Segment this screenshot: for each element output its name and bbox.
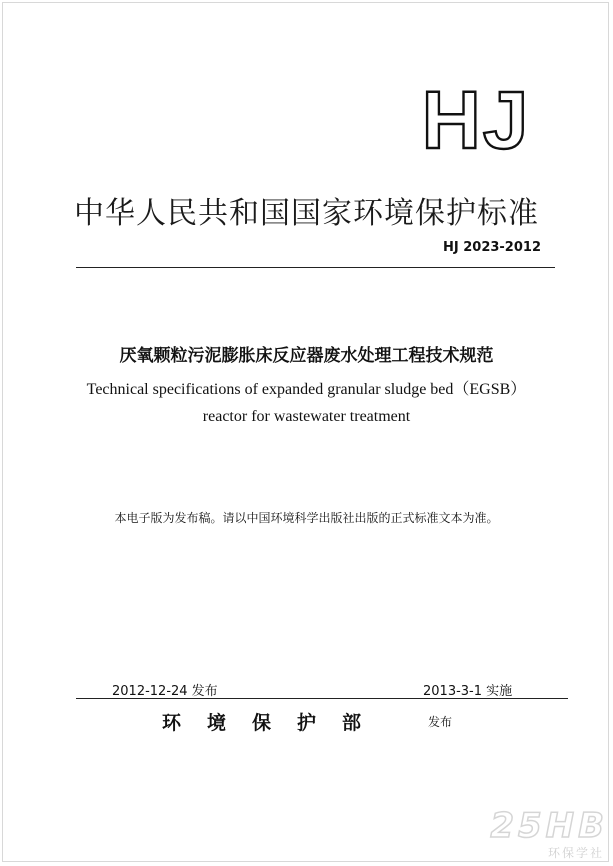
watermark [436, 806, 608, 862]
ministry-publish-label: 发布 [428, 715, 453, 729]
org-title: 中华人民共和国国家环境保护标准 [74, 196, 539, 231]
standard-title-cn: 厌氧颗粒污泥膨胀床反应器废水处理工程技术规范 [119, 346, 494, 366]
standard-title-en-line1: Technical specifications of expanded granular sludge bed（EGSB） [86, 381, 527, 398]
hj-logo [420, 78, 532, 158]
bottom-rule [76, 698, 568, 699]
edition-notice: 本电子版为发布稿。请以中国环境科学出版社出版的正式标准文本为准。 [114, 511, 499, 525]
standard-number: HJ 2023-2012 [442, 240, 541, 255]
watermark-brand: 25HB [490, 806, 608, 846]
implementation-date: 2013-3-1 实施 [423, 684, 513, 699]
top-rule [76, 267, 555, 268]
standard-title-en-line2: reactor for wastewater treatment [202, 408, 411, 425]
ministry-name: 环境保护部 [162, 712, 388, 734]
watermark-site: 环保学社 [547, 846, 604, 860]
hj-logo-text: HJ [421, 78, 531, 158]
issue-date: 2012-12-24 发布 [112, 684, 218, 699]
